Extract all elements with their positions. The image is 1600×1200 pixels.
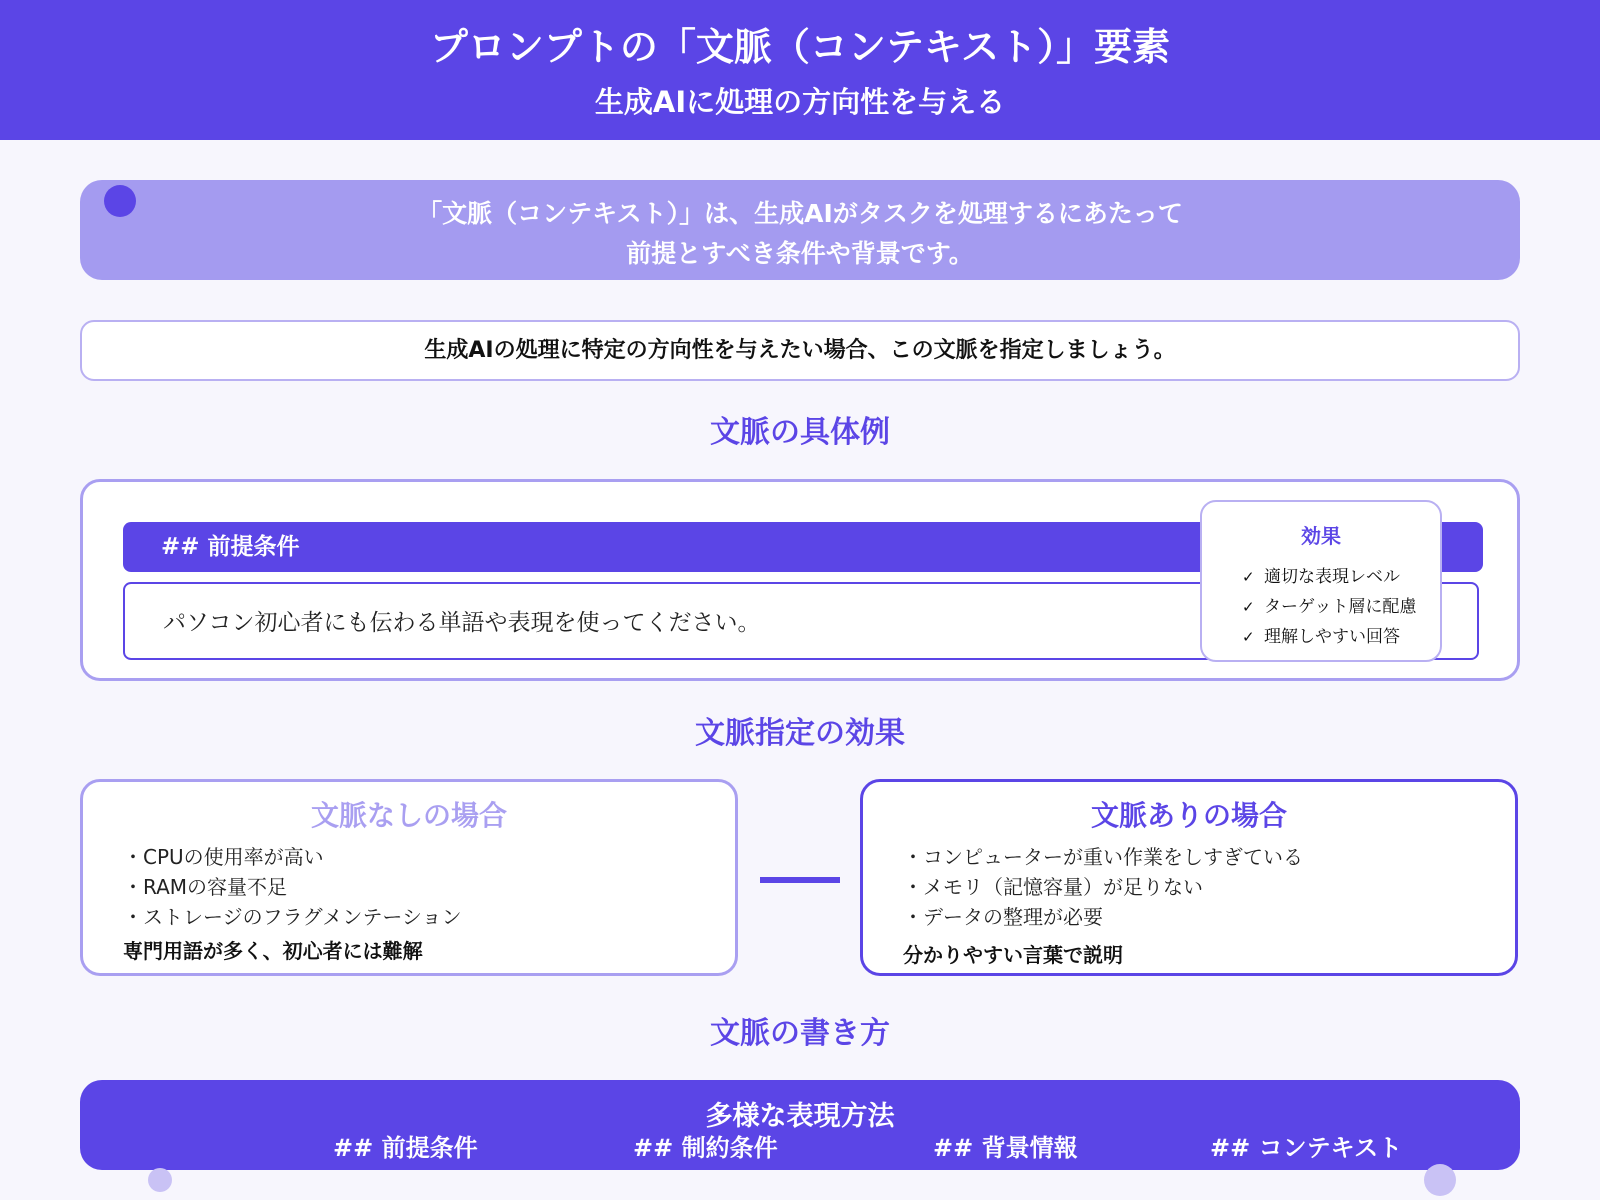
list-item: ・メモリ（記憶容量）が足りない (903, 875, 1203, 899)
effect-card-title: 効果 (1301, 524, 1341, 548)
header-banner (0, 0, 1600, 140)
definition-box (80, 180, 1520, 280)
with-context-summary: 分かりやすい言葉で説明 (903, 943, 1123, 967)
decorative-circle-icon (148, 1168, 172, 1192)
howto-item-context: ## コンテキスト (1210, 1134, 1403, 1162)
list-item: ・コンピューターが重い作業をしすぎている (903, 845, 1303, 869)
effect-section-title: 文脈指定の効果 (695, 716, 905, 751)
example-body-text: パソコン初心者にも伝わる単語や表現を使ってください。 (123, 582, 1479, 660)
without-context-list (123, 842, 462, 932)
definition-line-2: 前提とすべき条件や背景です。 (626, 239, 974, 268)
page-title: プロンプトの「文脈（コンテキスト）」要素 (429, 25, 1171, 69)
howto-section-title: 文脈の書き方 (710, 1016, 890, 1051)
list-item: ・データの整理が必要 (903, 905, 1103, 929)
list-item: ・CPUの使用率が高い (123, 845, 324, 869)
without-context-card (80, 779, 738, 976)
comparison-connector-line (760, 877, 840, 883)
check-icon: ✓ (1242, 598, 1255, 616)
list-item: ✓ ターゲット層に配慮 (1242, 592, 1416, 622)
list-item: ・ストレージのフラグメンテーション (123, 905, 462, 929)
with-context-card (860, 779, 1518, 976)
list-item: ・RAMの容量不足 (123, 875, 288, 899)
effect-list (1242, 562, 1416, 652)
without-context-title: 文脈なしの場合 (310, 799, 507, 832)
example-header-label: ## 前提条件 (123, 522, 1483, 572)
howto-item-background: ## 背景情報 (933, 1134, 1078, 1162)
page-subtitle: 生成AIに処理の方向性を与える (594, 85, 1006, 119)
check-icon: ✓ (1242, 628, 1255, 646)
howto-box-title: 多様な表現方法 (705, 1101, 895, 1132)
list-item: ✓ 適切な表現レベル (1242, 562, 1416, 592)
without-context-summary: 専門用語が多く、初心者には難解 (123, 939, 423, 963)
example-section-title: 文脈の具体例 (710, 415, 890, 450)
definition-line-1: 「文脈（コンテキスト）」は、生成AIがタスクを処理するにあたって (417, 199, 1183, 228)
effect-card (1200, 500, 1442, 662)
decorative-circle-icon (1424, 1164, 1456, 1196)
hint-box: 生成AIの処理に特定の方向性を与えたい場合、この文脈を指定しましょう。 (80, 320, 1520, 381)
howto-box (80, 1080, 1520, 1170)
howto-item-premise: ## 前提条件 (333, 1134, 478, 1162)
list-item: ✓ 理解しやすい回答 (1242, 622, 1416, 652)
with-context-list (903, 842, 1303, 932)
check-icon: ✓ (1242, 568, 1255, 586)
with-context-title: 文脈ありの場合 (1090, 799, 1287, 832)
howto-item-constraint: ## 制約条件 (633, 1134, 778, 1162)
